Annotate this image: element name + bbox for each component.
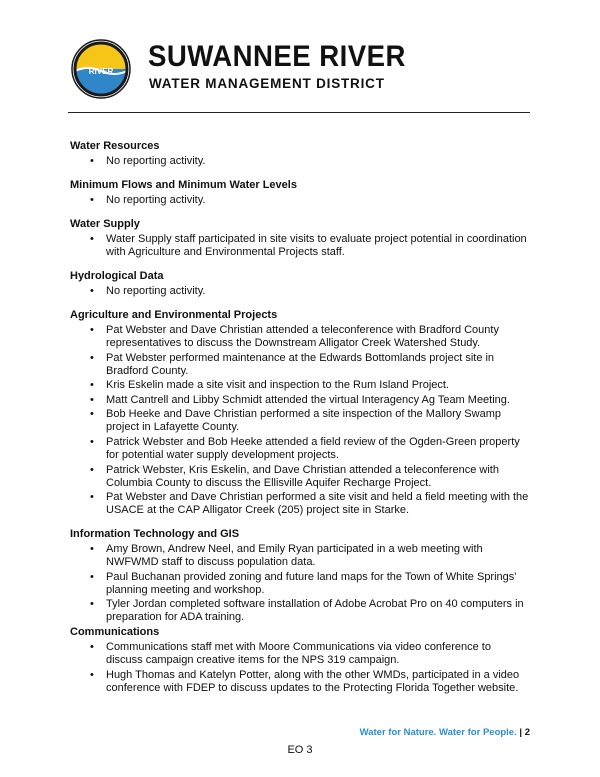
bullet-list [70, 285, 530, 298]
bullet-icon: • [90, 435, 94, 448]
list-item [70, 543, 530, 569]
bullet-icon: • [90, 285, 94, 297]
list-item-text: Communications staff met with Moore Communications via video conference to discuss campaign creative items for the NPS 319 campaign. [106, 640, 491, 666]
list-item-text: Pat Webster and Dave Christian attended a teleconference with Bradford County representatives to discuss the Downstream Alligator Creek Watershed Study. [106, 324, 499, 349]
list-item [70, 233, 530, 259]
header-divider [68, 112, 530, 113]
list-item-text: Kris Eskelin made a site visit and inspection to the Rum Island Project. [106, 379, 449, 392]
logo-word: RIVER [88, 67, 114, 76]
report-section [70, 179, 530, 207]
bullet-icon: • [90, 379, 94, 392]
section-heading: Communications [70, 625, 160, 638]
list-item [70, 464, 530, 490]
bullet-list [70, 194, 530, 207]
bullet-icon: • [90, 194, 94, 206]
list-item [70, 352, 530, 378]
list-item [70, 155, 530, 168]
bullet-icon: • [90, 351, 94, 364]
list-item-text: No reporting activity. [106, 155, 206, 167]
bullet-icon: • [90, 570, 94, 583]
footer-separator: | [519, 727, 523, 738]
bullet-icon: • [90, 408, 94, 421]
page-label: EO 3 [287, 744, 313, 756]
report-section [70, 626, 530, 695]
bullet-icon: • [90, 598, 94, 611]
bullet-list [70, 543, 530, 624]
bullet-icon: • [90, 640, 94, 653]
bullet-list [70, 155, 530, 168]
list-item-text: Tyler Jordan completed software installation of Adobe Acrobat Pro on 40 computers in preparation for ADA training. [106, 598, 524, 624]
section-heading: Minimum Flows and Minimum Water Levels [70, 179, 297, 191]
bullet-list [70, 641, 530, 695]
list-item [70, 394, 530, 407]
list-item-text: Paul Buchanan provided zoning and future land maps for the Town of White Springs' planning meeting and workshop. [106, 570, 517, 596]
list-item [70, 436, 530, 462]
bullet-icon: • [90, 543, 94, 556]
list-item-text: Water Supply staff participated in site visits to evaluate project potential in coordination with Agriculture and Environmental Projects staff. [106, 233, 527, 258]
section-heading: Water Resources [70, 140, 160, 152]
list-item [70, 194, 530, 207]
report-section [70, 309, 530, 517]
list-item-text: Hugh Thomas and Katelyn Potter, along with the other WMDs, participated in a video conference with FDEP to discuss updates to the Protecting Florida Together website. [106, 668, 520, 694]
report-section [70, 140, 530, 168]
bullet-icon: • [90, 668, 94, 681]
list-item [70, 379, 530, 392]
list-item-text: Patrick Webster and Bob Heeke attended a field review of the Ogden-Green property for potential water supply development projects. [106, 435, 520, 461]
report-section [70, 528, 530, 624]
list-item-text: Pat Webster performed maintenance at the Edwards Bottomlands project site in Bradford County. [106, 351, 495, 377]
page-header [70, 38, 530, 108]
brand-subtitle: WATER MANAGEMENT DISTRICT [149, 76, 385, 91]
list-item-text: Matt Cantrell and Libby Schmidt attended the virtual Interagency Ag Team Meeting. [106, 393, 510, 406]
brand-title: SUWANNEE RIVER [148, 40, 406, 73]
list-item-text: No reporting activity. [106, 194, 206, 206]
district-logo [70, 38, 132, 100]
list-item [70, 641, 530, 667]
page-number: 2 [524, 727, 530, 738]
list-item-text: Patrick Webster, Kris Eskelin, and Dave Christian attended a teleconference with Columbia County to discuss the Ellisville Aquifer Recharge Project. [106, 463, 499, 489]
list-item-text: Amy Brown, Andrew Neel, and Emily Ryan participated in a web meeting with NWFWMD staff to discuss population data. [106, 543, 483, 569]
bullet-icon: • [90, 463, 94, 476]
report-body [70, 140, 530, 706]
list-item-text: Bob Heeke and Dave Christian performed a site inspection of the Mallory Swamp project in Lafayette County. [106, 408, 501, 434]
section-heading: Water Supply [70, 218, 140, 230]
bullet-icon: • [90, 393, 94, 406]
bullet-list [70, 233, 530, 259]
list-item [70, 669, 530, 695]
list-item [70, 491, 530, 517]
list-item-text: No reporting activity. [106, 285, 206, 297]
section-heading: Agriculture and Environmental Projects [70, 309, 278, 321]
list-item [70, 571, 530, 597]
section-heading: Information Technology and GIS [70, 528, 240, 541]
footer-tagline: Water for Nature. Water for People. [359, 727, 517, 738]
footer-tagline-block [360, 727, 530, 738]
report-section [70, 218, 530, 259]
list-item [70, 324, 530, 350]
bullet-list [70, 324, 530, 517]
list-item [70, 598, 530, 624]
list-item-text: Pat Webster and Dave Christian performed a site visit and held a field meeting with the USACE at the CAP Alligator Creek (205) project site in Starke. [106, 491, 529, 517]
list-item [70, 408, 530, 434]
bullet-icon: • [90, 324, 94, 336]
section-heading: Hydrological Data [70, 270, 164, 282]
bullet-icon: • [90, 233, 94, 245]
bullet-icon: • [90, 155, 94, 167]
bullet-icon: • [90, 491, 94, 504]
list-item [70, 285, 530, 298]
report-section [70, 270, 530, 298]
